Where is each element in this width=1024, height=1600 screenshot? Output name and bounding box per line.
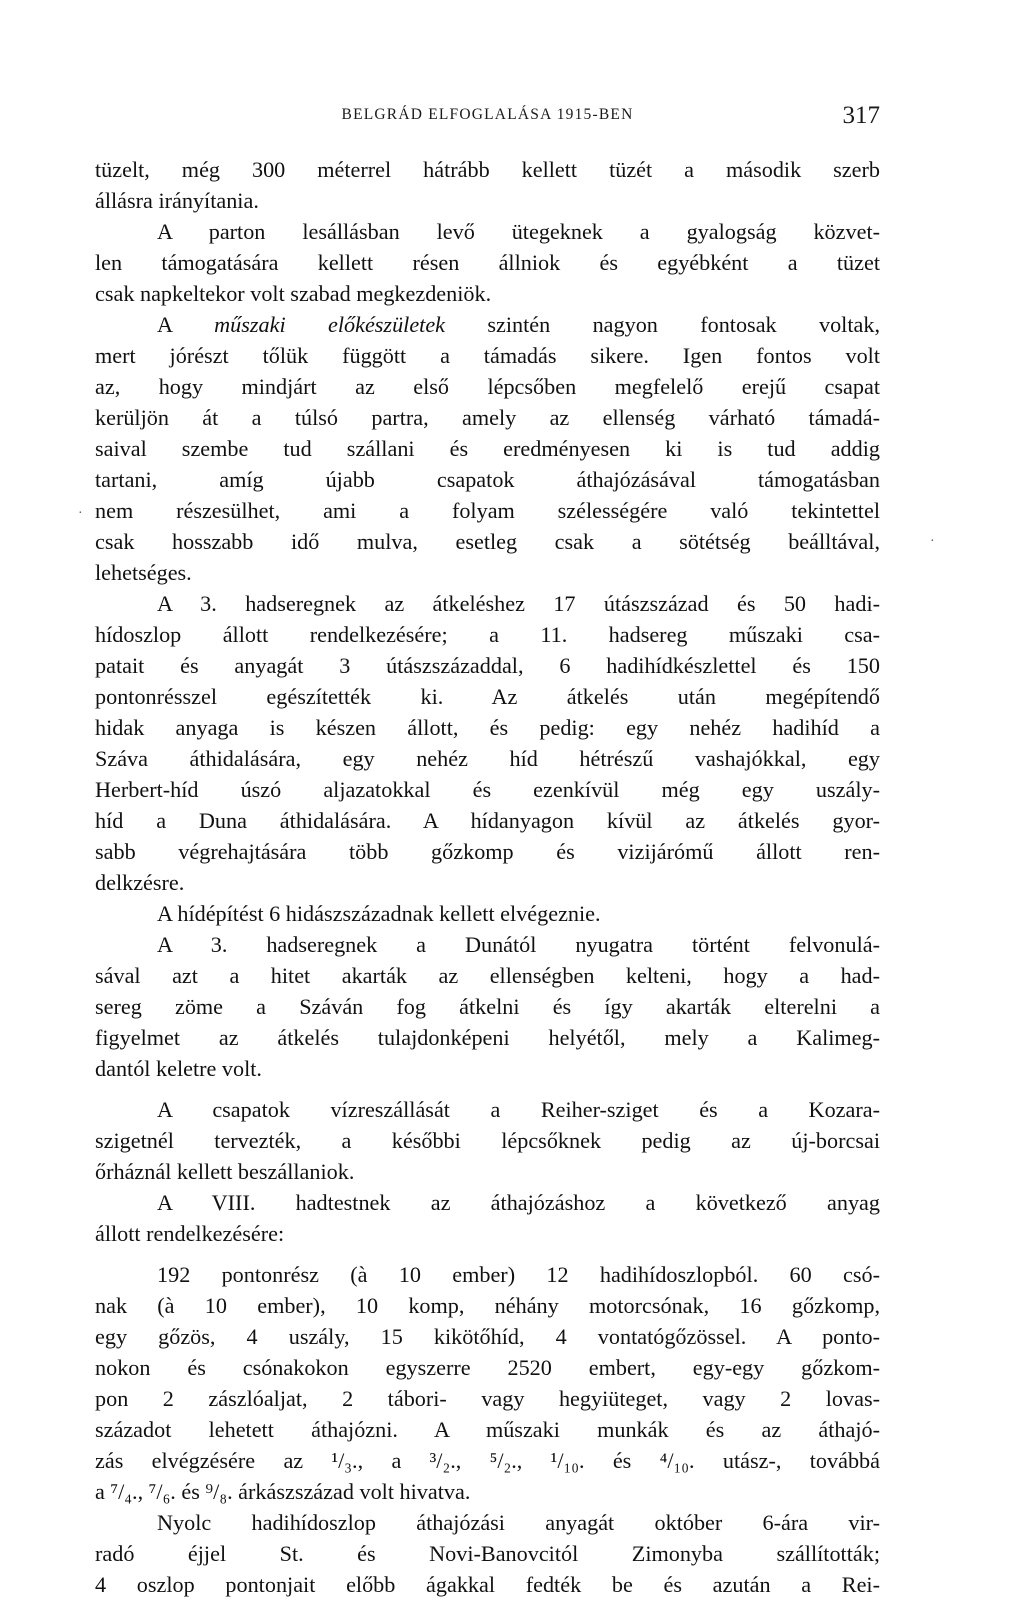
text-line: mert jórészt tőlük függött a támadás sikere. Igen fontos volt xyxy=(95,343,880,368)
body-text xyxy=(95,154,880,1600)
text-line: A 3. hadseregnek az átkeléshez 17 útászszázad és 50 hadi- xyxy=(157,591,880,616)
text-line: hidak anyaga is készen állott, és pedig: egy nehéz hadihíd a xyxy=(95,715,880,740)
text-line: Herbert-híd úszó aljazatokkal és ezenkívül még egy uszály- xyxy=(95,777,880,802)
text-line: tüzelt, még 300 méterrel hátrább kellett tüzét a második szerb xyxy=(95,157,880,182)
text-line: radó éjjel St. és Novi-Banovcitól Zimonyba szállították; xyxy=(95,1541,880,1566)
text-line xyxy=(95,309,880,340)
text-line: A hídépítést 6 hidászszázadnak kellett elvégeznie. xyxy=(157,901,601,926)
scan-speck: · xyxy=(78,506,83,521)
text-line: nem részesülhet, ami a folyam szélességére való tekintettel xyxy=(95,498,880,523)
text-line: állott rendelkezésére: xyxy=(95,1221,285,1246)
text-line: zás elvégzésére az ¹/₃., a ³/₂., ⁵/₂., ¹/₁₀. és ⁴/₁₀. utász-, továbbá xyxy=(95,1448,880,1473)
text-line: len támogatására kellett résen állniok és egyébként a tüzet xyxy=(95,250,880,275)
text-line: egy gőzös, 4 uszály, 15 kikötőhíd, 4 vontatógőzössel. A ponto- xyxy=(95,1324,880,1349)
text-line: A 3. hadseregnek a Dunától nyugatra történt felvonulá- xyxy=(157,932,880,957)
text-line: csak hosszabb idő mulva, esetleg csak a sötétség beálltával, xyxy=(95,529,880,554)
text-line: A VIII. hadtestnek az áthajózáshoz a következő anyag xyxy=(157,1190,880,1215)
text-line: az, hogy mindjárt az első lépcsőben megfelelő erejű csapat xyxy=(95,374,880,399)
text-line: delkzésre. xyxy=(95,870,185,895)
text-line: figyelmet az átkelés tulajdonképeni helyétől, mely a Kalimeg- xyxy=(95,1025,880,1050)
text-line: patait és anyagát 3 útászszázaddal, 6 hadihídkészlettel és 150 xyxy=(95,653,880,678)
text-line: sereg zöme a Száván fog átkelni és így akarták elterelni a xyxy=(95,994,880,1019)
text-fragment: szintén nagyon fontosak voltak, xyxy=(445,312,880,337)
text-line: A parton lesállásban levő ütegeknek a gyalogság közvet- xyxy=(157,219,880,244)
text-line: híd a Duna áthidalására. A hídanyagon kívül az átkelés gyor- xyxy=(95,808,880,833)
text-line: szigetnél tervezték, a későbbi lépcsőknek pedig az új-borcsai xyxy=(95,1128,880,1153)
text-line: saival szembe tud szállani és eredményesen ki is tud addig xyxy=(95,436,880,461)
text-line: csak napkeltekor volt szabad megkezdeniök. xyxy=(95,281,492,306)
text-line: nokon és csónakokon egyszerre 2520 embert, egy-egy gőzkom- xyxy=(95,1355,880,1380)
text-line: pontonrésszel egészítették ki. Az átkelés után megépítendő xyxy=(95,684,880,709)
paragraph-gap xyxy=(95,1084,880,1094)
text-line: nak (à 10 ember), 10 komp, néhány motorcsónak, 16 gőzkomp, xyxy=(95,1293,880,1318)
text-line: 192 pontonrész (à 10 ember) 12 hadihídoszlopból. 60 csó- xyxy=(157,1262,880,1287)
text-line: századot lehetett áthajózni. A műszaki munkák és az áthajó- xyxy=(95,1417,880,1442)
text-line: sabb végrehajtására több gőzkomp és vizijárómű állott ren- xyxy=(95,839,880,864)
text-line: állásra irányítania. xyxy=(95,188,259,213)
text-line: a ⁷/₄., ⁷/₆. és ⁹/₈. árkászszázad volt hivatva. xyxy=(95,1479,471,1504)
page-number: 317 xyxy=(842,102,880,129)
text-line: tartani, amíg újabb csapatok áthajózásával támogatásban xyxy=(95,467,880,492)
paragraph-gap xyxy=(95,1249,880,1259)
text-line: kerüljön át a túlsó partra, amely az ellenség várható támadá- xyxy=(95,405,880,430)
text-line: hídoszlop állott rendelkezésére; a 11. hadsereg műszaki csa- xyxy=(95,622,880,647)
text-line: A csapatok vízreszállását a Reiher-sziget és a Kozara- xyxy=(157,1097,880,1122)
text-line: sával azt a hitet akarták az ellenségben kelteni, hogy a had- xyxy=(95,963,880,988)
text-line: Száva áthidalására, egy nehéz híd hétrészű vashajókkal, egy xyxy=(95,746,880,771)
text-line: őrháznál kellett beszállaniok. xyxy=(95,1159,355,1184)
italic-phrase: műszaki előkészületek xyxy=(214,312,446,337)
page-header xyxy=(95,102,880,138)
running-title: BELGRÁD ELFOGLALÁSA 1915-BEN xyxy=(341,106,634,123)
text-line: 4 oszlop pontonjait előbb ágakkal fedték be és azután a Rei- xyxy=(95,1572,880,1597)
text-line: Nyolc hadihídoszlop áthajózási anyagát október 6-ára vir- xyxy=(157,1510,880,1535)
scan-speck: · xyxy=(930,534,935,549)
text-fragment: A xyxy=(157,312,215,337)
text-line: lehetséges. xyxy=(95,560,192,585)
text-line: pon 2 zászlóaljat, 2 tábori- vagy hegyiüteget, vagy 2 lovas- xyxy=(95,1386,880,1411)
text-line: dantól keletre volt. xyxy=(95,1056,262,1081)
